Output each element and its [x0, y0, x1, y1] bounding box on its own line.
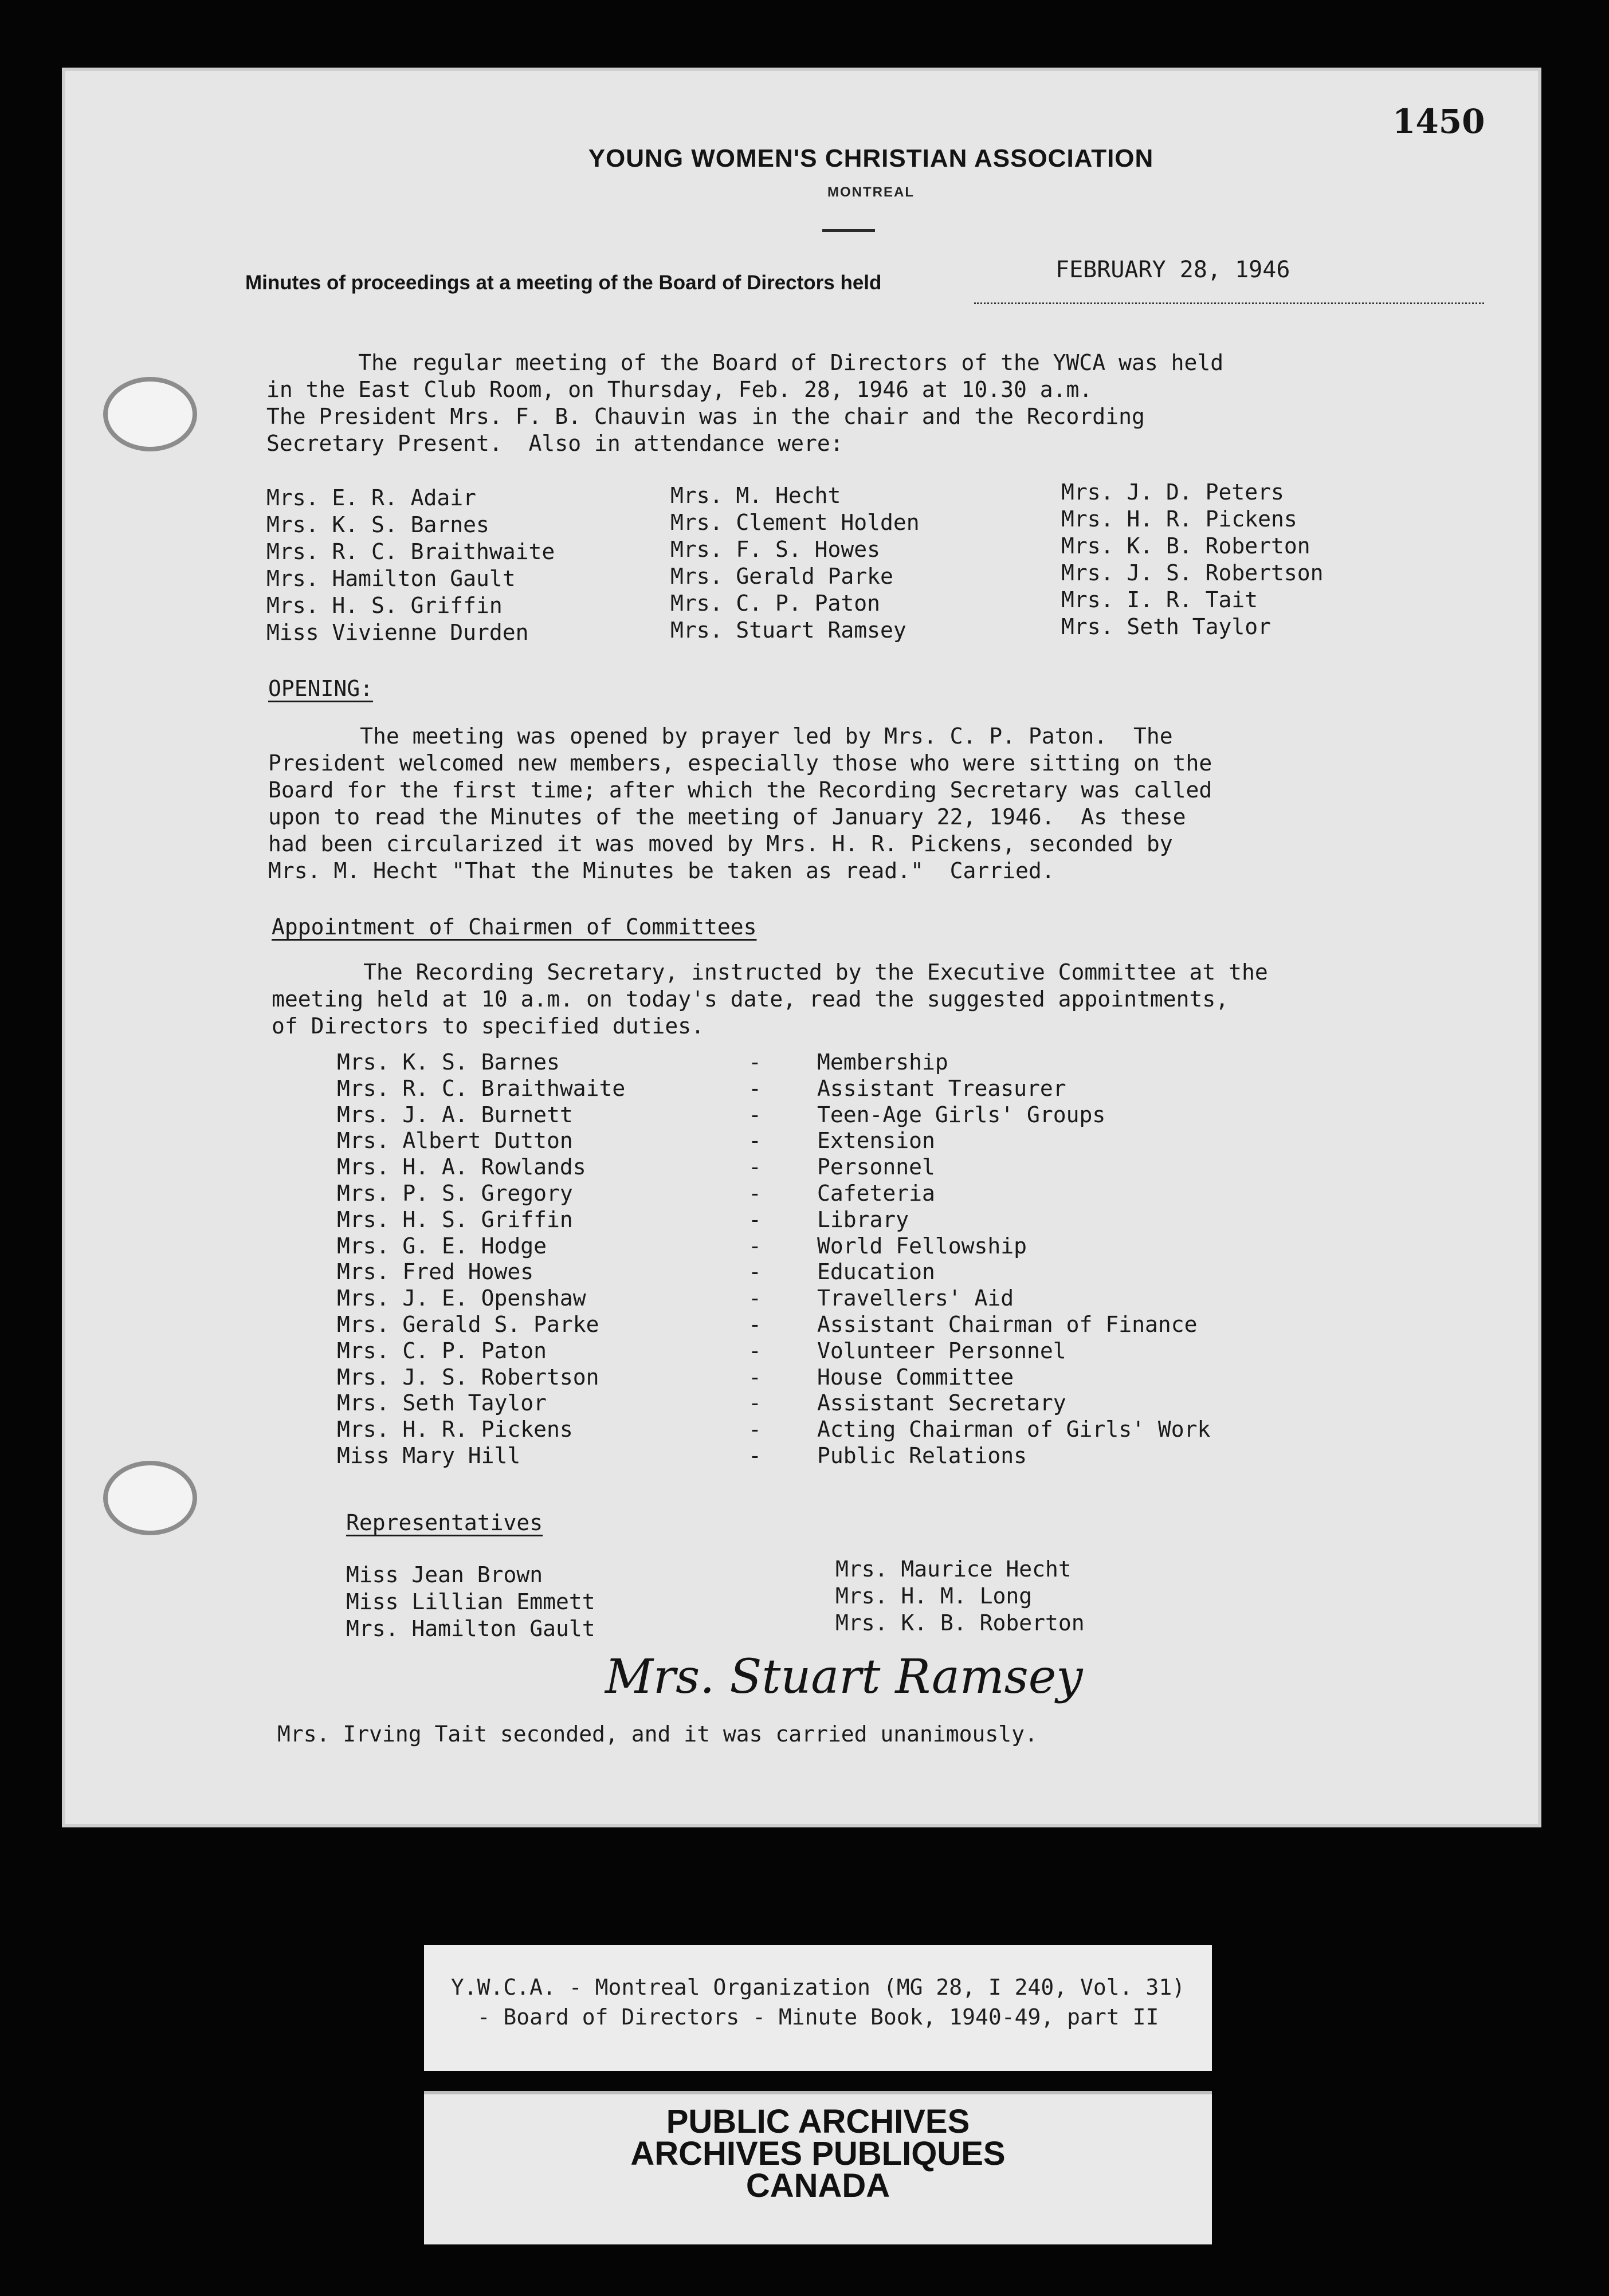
list-item [337, 1390, 1210, 1417]
attendee: Mrs. F. S. Howes [670, 537, 881, 562]
appointee-duty: Assistant Chairman of Finance [817, 1311, 1198, 1337]
attendee: Mrs. C. P. Paton [670, 591, 881, 616]
date-field-line [974, 302, 1484, 304]
appointee-name: Mrs. H. S. Griffin [337, 1206, 573, 1232]
appointee-duty: World Fellowship [817, 1233, 1027, 1259]
meeting-date: FEBRUARY 28, 1946 [1055, 257, 1290, 283]
representative: Mrs. K. B. Roberton [835, 1610, 1085, 1635]
archive-stamp-line-2: ARCHIVES PUBLIQUES [630, 2135, 1006, 2172]
closing-line: Mrs. Irving Tait seconded, and it was carried unanimously. [277, 1721, 1038, 1747]
archive-stamp-line-3: CANADA [745, 2167, 890, 2204]
opening-line: Board for the first time; after which the Recording Secretary was called [268, 777, 1212, 803]
archive-stamp-line-1: PUBLIC ARCHIVES [666, 2103, 970, 2140]
list-item [337, 1154, 1210, 1181]
attendance-column-1 [266, 485, 555, 646]
opening-line: upon to read the Minutes of the meeting of January 22, 1946. As these [268, 804, 1186, 829]
dash: - [748, 1180, 762, 1206]
appointee-duty: Teen-Age Girls' Groups [817, 1102, 1106, 1127]
dash: - [748, 1311, 762, 1337]
appointee-duty: Extension [817, 1128, 935, 1154]
dash: - [748, 1285, 762, 1311]
letterhead-rule [822, 229, 875, 232]
attendee: Mrs. J. D. Peters [1061, 479, 1284, 505]
appointee-duty: Travellers' Aid [817, 1285, 1014, 1311]
list-item [337, 1285, 1210, 1312]
representatives-column-2 [835, 1556, 1085, 1637]
appointee-name: Miss Mary Hill [337, 1442, 521, 1468]
intro-line: Secretary Present. Also in attendance were: [266, 431, 843, 456]
appointee-name: Mrs. P. S. Gregory [337, 1180, 573, 1206]
dash: - [748, 1154, 762, 1180]
opening-line: President welcomed new members, especially those who were sitting on the [268, 750, 1212, 776]
representative: Miss Jean Brown [346, 1562, 543, 1587]
appointments-line: meeting held at 10 a.m. on today's date, read the suggested appointments, [272, 986, 1229, 1012]
minutes-label: Minutes of proceedings at a meeting of the Board of Directors held [245, 272, 882, 294]
document-page [62, 68, 1541, 1827]
appointee-name: Mrs. C. P. Paton [337, 1338, 547, 1363]
list-item [337, 1207, 1210, 1233]
appointee-duty: Cafeteria [817, 1180, 935, 1206]
appointee-duty: Acting Chairman of Girls' Work [817, 1417, 1211, 1442]
list-item [337, 1259, 1210, 1285]
representatives-heading: Representatives [346, 1510, 543, 1535]
opening-paragraph [268, 723, 1212, 884]
appointee-duty: House Committee [817, 1364, 1014, 1390]
attendee: Mrs. M. Hecht [670, 483, 841, 508]
appointee-duty: Volunteer Personnel [817, 1338, 1066, 1363]
appointee-name: Mrs. Fred Howes [337, 1259, 534, 1285]
attendee: Mrs. R. C. Braithwaite [266, 539, 555, 564]
appointee-duty: Assistant Secretary [817, 1390, 1066, 1416]
appointee-duty: Assistant Treasurer [817, 1075, 1066, 1101]
list-item [337, 1049, 1210, 1076]
attendance-column-2 [670, 482, 920, 644]
appointee-name: Mrs. Albert Dutton [337, 1128, 573, 1154]
archive-stamp [424, 2091, 1212, 2244]
list-item [337, 1365, 1210, 1391]
appointee-name: Mrs. H. R. Pickens [337, 1417, 573, 1442]
dash: - [748, 1075, 762, 1101]
attendee: Mrs. K. B. Roberton [1061, 533, 1310, 559]
list-item [337, 1128, 1210, 1154]
appointments-list [337, 1049, 1210, 1469]
appointee-name: Mrs. G. E. Hodge [337, 1233, 547, 1259]
appointee-name: Mrs. J. E. Openshaw [337, 1285, 586, 1311]
list-item [337, 1076, 1210, 1102]
representatives-column-1 [346, 1562, 595, 1642]
attendee: Miss Vivienne Durden [266, 620, 529, 645]
dash: - [748, 1338, 762, 1363]
list-item [337, 1181, 1210, 1207]
dash: - [748, 1390, 762, 1416]
attendance-column-3 [1061, 479, 1324, 640]
list-item [337, 1312, 1210, 1338]
dash: - [748, 1233, 762, 1259]
attendee: Mrs. I. R. Tait [1061, 587, 1258, 612]
attendee: Mrs. Gerald Parke [670, 564, 893, 589]
list-item [337, 1417, 1210, 1443]
list-item [337, 1443, 1210, 1469]
archive-label-line-2: - Board of Directors - Minute Book, 1940-49, part II [477, 2004, 1159, 2030]
attendee: Mrs. Hamilton Gault [266, 566, 516, 591]
appointee-name: Mrs. J. S. Robertson [337, 1364, 599, 1390]
opening-line: The meeting was opened by prayer led by Mrs. C. P. Paton. The [268, 724, 1173, 749]
dash: - [748, 1102, 762, 1127]
intro-line: The regular meeting of the Board of Directors of the YWCA was held [266, 350, 1224, 375]
attendee: Mrs. H. S. Griffin [266, 593, 503, 618]
appointee-name: Mrs. R. C. Braithwaite [337, 1075, 626, 1101]
dash: - [748, 1206, 762, 1232]
handwritten-addition: Mrs. Stuart Ramsey [605, 1650, 1083, 1704]
opening-line: Mrs. M. Hecht "That the Minutes be taken as read." Carried. [268, 858, 1055, 883]
archive-label-line-1: Y.W.C.A. - Montreal Organization (MG 28, I 240, Vol. 31) [450, 1975, 1186, 2000]
appointee-name: Mrs. J. A. Burnett [337, 1102, 573, 1127]
letterhead-organization: YOUNG WOMEN'S CHRISTIAN ASSOCIATION [588, 144, 1154, 172]
list-item [337, 1338, 1210, 1365]
attendee: Mrs. K. S. Barnes [266, 512, 489, 537]
punch-hole-bottom [103, 1461, 197, 1535]
opening-line: had been circularized it was moved by Mrs. H. R. Pickens, seconded by [268, 831, 1173, 856]
appointments-line: of Directors to specified duties. [272, 1013, 704, 1039]
attendee: Mrs. Stuart Ramsey [670, 618, 906, 643]
intro-paragraph [266, 349, 1223, 457]
intro-line: in the East Club Room, on Thursday, Feb. 28, 1946 at 10.30 a.m. [266, 377, 1093, 402]
dash: - [748, 1364, 762, 1390]
letterhead-city: MONTREAL [827, 184, 915, 200]
attendee: Mrs. Seth Taylor [1061, 614, 1271, 639]
representative: Mrs. H. M. Long [835, 1583, 1033, 1609]
attendee: Mrs. J. S. Robertson [1061, 560, 1324, 585]
list-item [337, 1233, 1210, 1260]
representative: Mrs. Maurice Hecht [835, 1556, 1072, 1582]
list-item [337, 1102, 1210, 1129]
page-number: 1450 [1392, 102, 1485, 141]
dash: - [748, 1442, 762, 1468]
appointee-name: Mrs. K. S. Barnes [337, 1049, 560, 1075]
appointee-duty: Library [817, 1206, 909, 1232]
appointee-name: Mrs. Gerald S. Parke [337, 1311, 599, 1337]
punch-hole-top [103, 377, 197, 451]
appointee-name: Mrs. H. A. Rowlands [337, 1154, 586, 1180]
archive-reference-label [424, 1945, 1212, 2071]
appointee-duty: Personnel [817, 1154, 935, 1180]
appointee-duty: Education [817, 1259, 935, 1285]
opening-heading: OPENING: [268, 676, 374, 701]
dash: - [748, 1049, 762, 1075]
appointments-heading: Appointment of Chairmen of Committees [272, 914, 757, 939]
dash: - [748, 1417, 762, 1442]
dash: - [748, 1128, 762, 1154]
representative: Miss Lillian Emmett [346, 1589, 595, 1614]
representative: Mrs. Hamilton Gault [346, 1616, 595, 1641]
dash: - [748, 1259, 762, 1285]
intro-line: The President Mrs. F. B. Chauvin was in the chair and the Recording [266, 404, 1145, 429]
appointee-duty: Membership [817, 1049, 948, 1075]
appointments-line: The Recording Secretary, instructed by the Executive Committee at the [272, 960, 1268, 985]
appointee-name: Mrs. Seth Taylor [337, 1390, 547, 1416]
appointee-duty: Public Relations [817, 1442, 1027, 1468]
attendee: Mrs. Clement Holden [670, 510, 920, 535]
attendee: Mrs. E. R. Adair [266, 485, 477, 510]
attendee: Mrs. H. R. Pickens [1061, 506, 1297, 532]
appointments-paragraph [272, 959, 1268, 1040]
